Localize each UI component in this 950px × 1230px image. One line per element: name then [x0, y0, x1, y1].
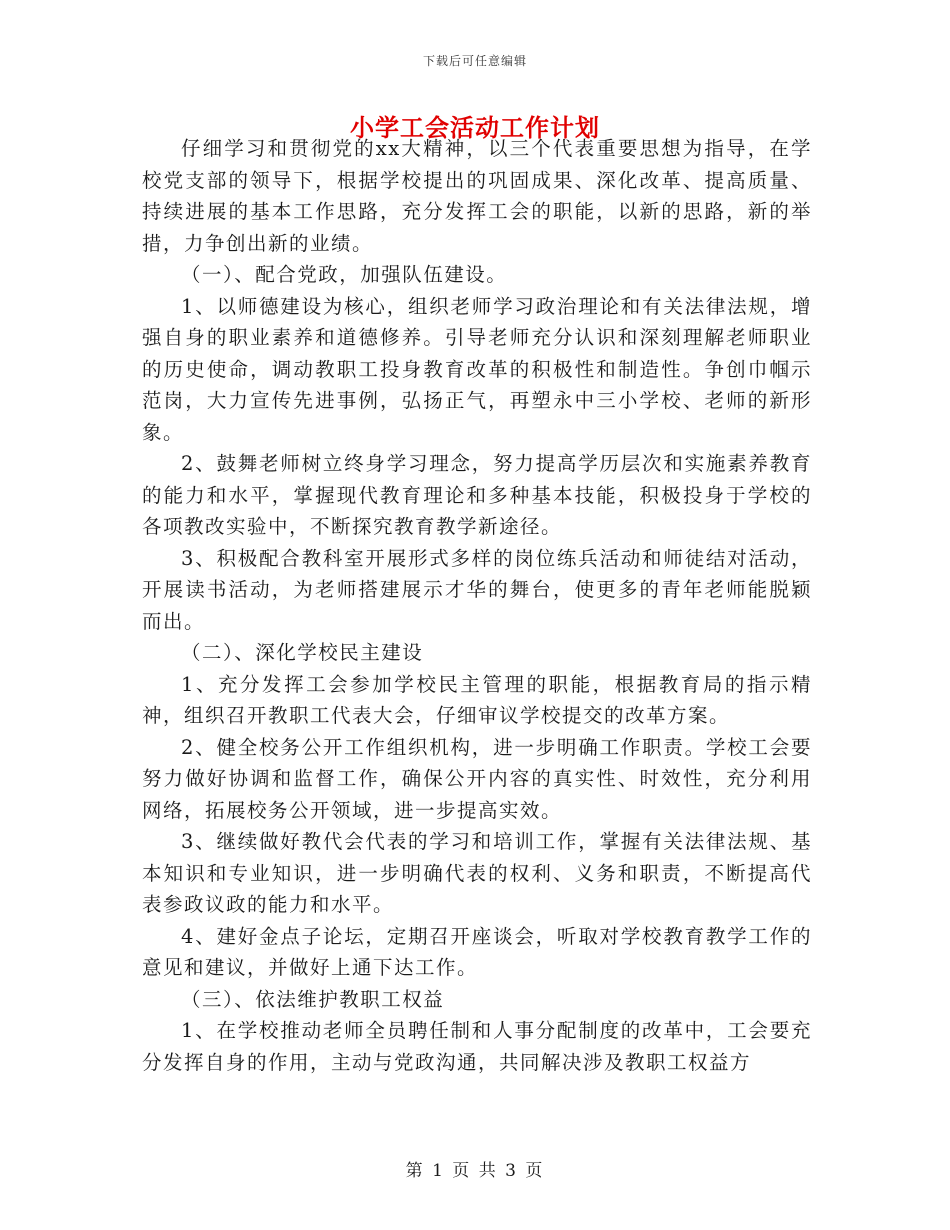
paragraph-item: 1、充分发挥工会参加学校民主管理的职能，根据教育局的指示精神，组织召开教职工代表大会，仔细审议学校提交的改革方案。 — [142, 672, 812, 727]
document-body — [142, 133, 812, 1078]
page-header-note: 下载后可任意编辑 — [422, 54, 527, 68]
page-number-footer: 第 1 页 共 3 页 — [405, 1161, 545, 1181]
paragraph-item: 1、以师德建设为核心，组织老师学习政治理论和有关法律法规，增强自身的职业素养和道德修养。引导老师充分认识和深刻理解老师职业的历史使命，调动教职工投身教育改革的积极性和制造性。争创巾帼示范岗，大力宣传先进事例，弘扬正气，再塑永中三小学校、老师的新形象。 — [142, 294, 812, 444]
paragraph-item: 3、继续做好教代会代表的学习和培训工作，掌握有关法律法规、基本知识和专业知识，进一步明确代表的权利、义务和职责，不断提高代表参政议政的能力和水平。 — [142, 830, 812, 916]
document-title: 小学工会活动工作计划 — [350, 113, 600, 142]
paragraph-item: 4、建好金点子论坛，定期召开座谈会，听取对学校教育教学工作的意见和建议，并做好上通下达工作。 — [142, 924, 812, 979]
paragraph-item: 2、鼓舞老师树立终身学习理念，努力提高学历层次和实施素养教育的能力和水平，掌握现代教育理论和多种基本技能，积极投身于学校的各项教改实验中，不断探究教育教学新途径。 — [142, 452, 812, 538]
paragraph-item: 2、健全校务公开工作组织机构，进一步明确工作职责。学校工会要努力做好协调和监督工作，确保公开内容的真实性、时效性，充分利用网络，拓展校务公开领域，进一步提高实效。 — [142, 735, 812, 822]
paragraph-intro: 仔细学习和贯彻党的xx大精神，以三个代表重要思想为指导，在学校党支部的领导下，根据学校提出的巩固成果、深化改革、提高质量、持续进展的基本工作思路，充分发挥工会的职能，以新的思路，新的举措，力争创出新的业绩。 — [142, 137, 812, 255]
section-heading-2: （二）、深化学校民主建设 — [181, 641, 424, 664]
paragraph-item: 1、在学校推动老师全员聘任制和人事分配制度的改革中，工会要充分发挥自身的作用，主动与党政沟通，共同解决涉及教职工权益方 — [142, 1019, 812, 1074]
section-heading-1: （一）、配合党政，加强队伍建设。 — [181, 263, 508, 286]
section-heading-3: （三）、依法维护教职工权益 — [181, 987, 445, 1011]
paragraph-item: 3、积极配合教科室开展形式多样的岗位练兵活动和师徒结对活动，开展读书活动，为老师搭建展示才华的舞台，使更多的青年老师能脱颖而出。 — [142, 546, 812, 633]
